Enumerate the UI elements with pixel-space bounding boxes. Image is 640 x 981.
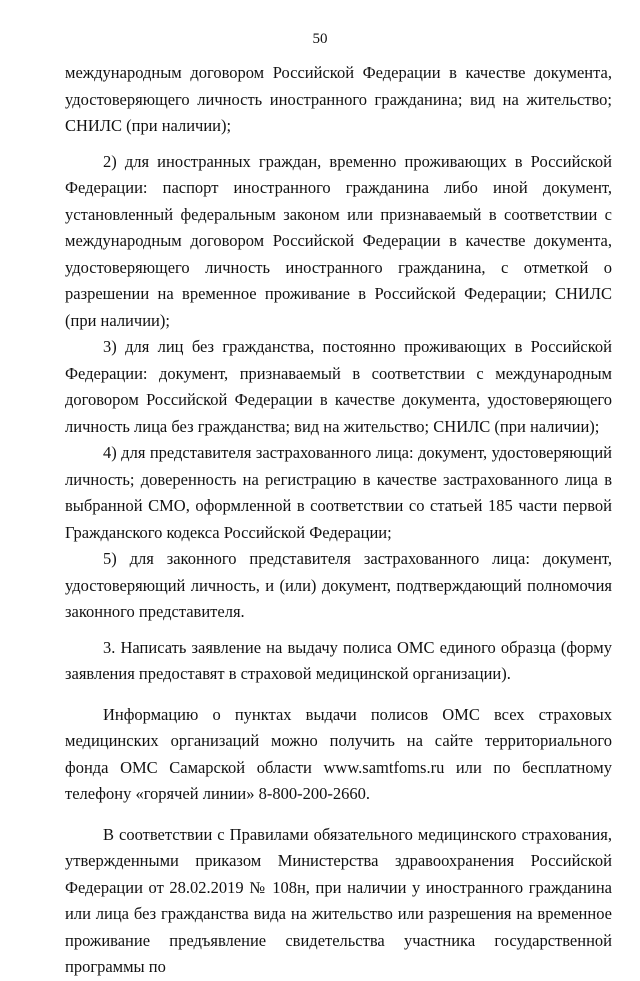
paragraph-step-3: 3. Написать заявление на выдачу полиса ОМС единого образца (форму заявления предоставят в страховой медицинской организации). xyxy=(65,637,612,683)
paragraph-rules: В соответствии с Правилами обязательного медицинского страхования, утвержденными приказом Министерства здравоохранения Российской Федерации от 28.02.2019 № 108н, при наличии у иностранного гражданина или лица без гражданства вида на жительство или разрешения на временное проживание предъявление свидетельства участника государственной программы по xyxy=(65,824,612,976)
paragraph-continuation: международным договором Российской Федерации в качестве документа, удостоверяющего личность иностранного гражданина; вид на жительство; СНИЛС (при наличии); xyxy=(65,63,612,135)
paragraph-item-2: 2) для иностранных граждан, временно проживающих в Российской Федерации: паспорт иностранного гражданина либо иной документ, установленный федеральным законом или признаваемый в соответствии с международным договором Российской Федерации в качестве документа, удостоверяющего личность иностранного гражданина, с отметкой о разрешении на временное проживание в Российской Федерации; СНИЛС (при наличии); xyxy=(65,151,612,330)
paragraph-item-3: 3) для лиц без гражданства, постоянно проживающих в Российской Федерации: документ, признаваемый в соответствии с международным договором Российской Федерации в качестве документа, удостоверяющего личность лица без гражданства; вид на жительство; СНИЛС (при наличии); xyxy=(65,337,612,436)
paragraph-info-points: Информацию о пунктах выдачи полисов ОМС всех страховых медицинских организаций можно получить на сайте территориального фонда ОМС Самарской области www.samtfoms.ru или по бесплатному телефону «горячей линии» 8-800-200-2660. xyxy=(65,704,612,803)
paragraph-item-4: 4) для представителя застрахованного лица: документ, удостоверяющий личность; доверенность на регистрацию в качестве застрахованного лица в выбранной СМО, оформленной в соответствии со статьей 185 части первой Гражданского кодекса Российской Федерации; xyxy=(65,443,612,542)
page-content xyxy=(65,60,612,981)
paragraph-item-5: 5) для законного представителя застрахованного лица: документ, удостоверяющий личность, и (или) документ, подтверждающий полномочия законного представителя. xyxy=(65,549,612,621)
page-number: 50 xyxy=(312,31,328,47)
